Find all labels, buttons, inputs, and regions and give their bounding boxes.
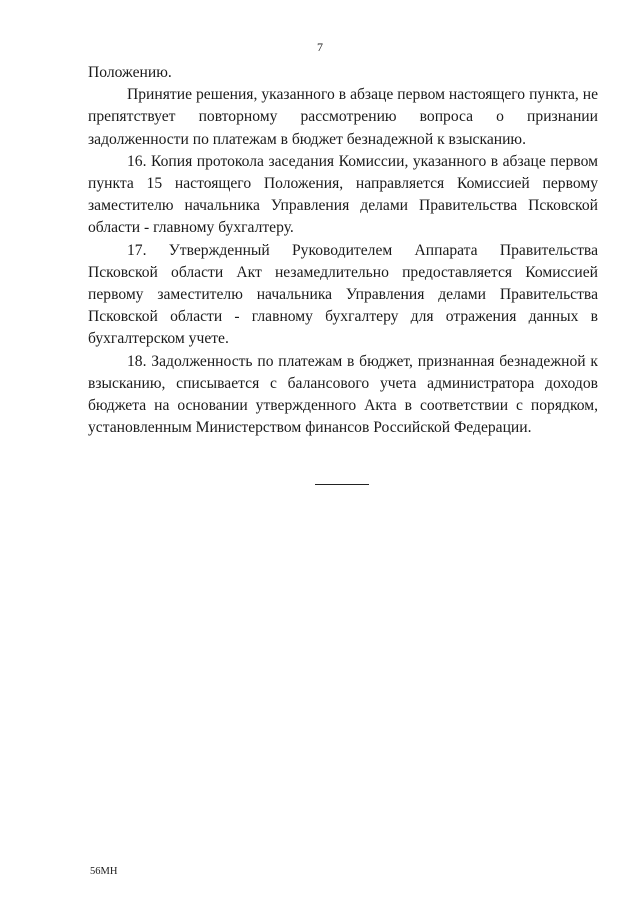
document-code: 56МН [90, 866, 118, 877]
paragraph-continuation: Положению. [88, 64, 172, 81]
paragraph-item-16: 16. Копия протокола заседания Комиссии, указанного в абзаце первом пункта 15 настоящего Положения, направляется Комиссией первому заместителю начальника Управления делами Правительства Псковской области - главному бухгалтеру. [88, 152, 598, 237]
paragraph-decision-note: Принятие решения, указанного в абзаце первом настоящего пункта, не препятствует повторному рассмотрению вопроса о признании задолженности по платежам в бюджет безнадежной к взысканию. [88, 86, 598, 148]
document-body [88, 62, 598, 439]
paragraph-item-18: 18. Задолженность по платежам в бюджет, признанная безнадежной к взысканию, списывается с балансового учета администратора доходов бюджета на основании утвержденного Акта в соответствии с порядком, установленным Министерством финансов Российской Федерации. [88, 352, 598, 437]
end-of-document-rule [315, 484, 369, 485]
paragraph-item-17: 17. Утвержденный Руководителем Аппарата Правительства Псковской области Акт незамедлительно предоставляется Комиссией первому заместителю начальника Управления делами Правительства Псковской области - главному бухгалтеру для отражения данных в бухгалтерском учете. [88, 241, 598, 348]
page-number: 7 [317, 40, 323, 54]
